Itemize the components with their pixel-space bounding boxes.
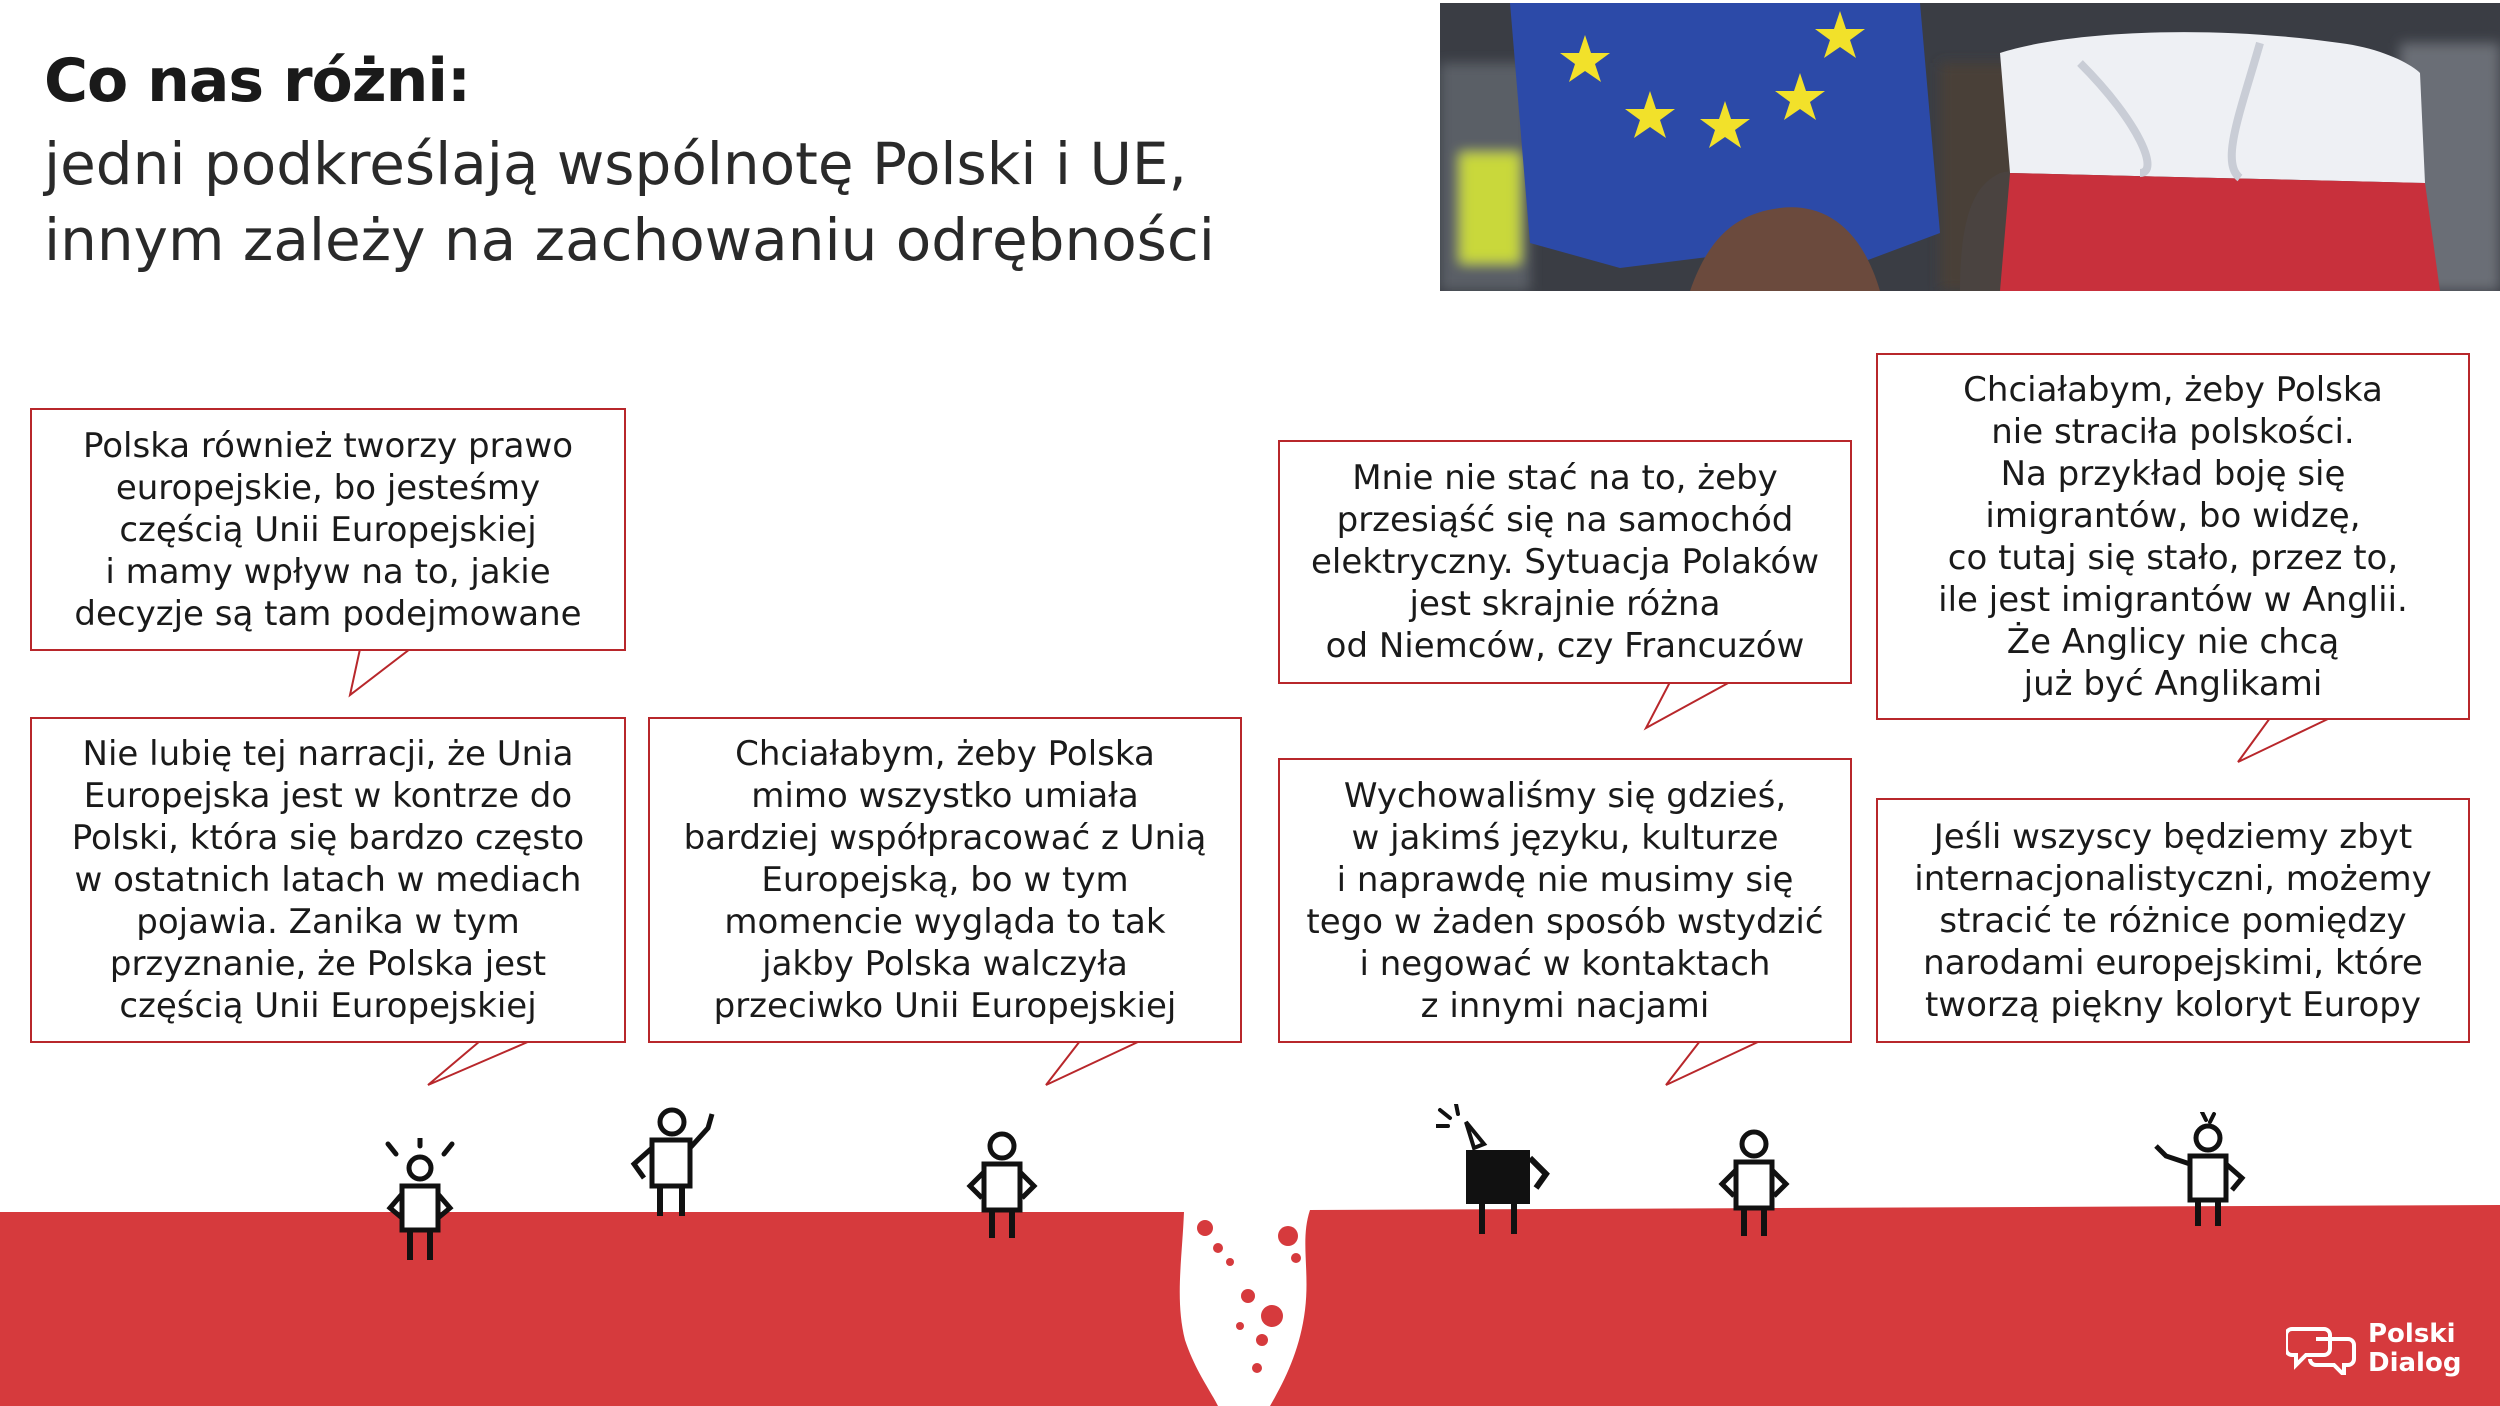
quote-text: Chciałabym, żeby Polska mimo wszystko umiała bardziej współpracować z Unią Europejską, bo w tym momencie wygląda to tak jakby Polska walczyła przeciwko Unii Europejskiej	[683, 734, 1207, 1026]
quote-bubble	[30, 717, 626, 1043]
quote-text: Polska również tworzy prawo europejskie, bo jesteśmy częścią Unii Europejskiej i mamy wpływ na to, jakie decyzje są tam podejmowane	[74, 425, 582, 634]
quote-bubble	[1278, 758, 1852, 1043]
quote-bubble	[30, 408, 626, 651]
polski-dialog-logo	[2286, 1320, 2461, 1378]
quote-text: Jeśli wszyscy będziemy zbyt internacjonalistyczni, możemy stracić te różnice pomiędzy narodami europejskimi, które tworzą piękny koloryt Europy	[1914, 816, 2432, 1025]
speech-bubbles-icon	[2286, 1323, 2356, 1375]
person-figure-icon	[624, 1104, 720, 1224]
quote-bubble	[1278, 440, 1852, 684]
page-subtitle: jedni podkreślają wspólnotę Polski i UE, innym zależy na zachowaniu odrębności	[44, 130, 1215, 274]
quote-bubble	[1876, 353, 2470, 720]
page-title: Co nas różni:	[44, 46, 470, 116]
person-figure-icon	[2152, 1112, 2256, 1230]
person-figure-icon	[1436, 1104, 1556, 1238]
person-figure-icon	[962, 1130, 1042, 1242]
quote-text: Nie lubię tej narracji, że Unia Europejska jest w kontrze do Polski, która się bardzo często w ostatnich latach w mediach pojawia. Zanika w tym przyznanie, że Polska jest częścią Unii Europejskiej	[71, 734, 585, 1026]
quote-text: Mnie nie stać na to, żeby przesiąść się na samochód elektryczny. Sytuacja Polaków jest skrajnie różna od Niemców, czy Francuzów	[1310, 458, 1820, 666]
person-figure-icon	[1714, 1128, 1794, 1240]
quote-bubble	[1876, 798, 2470, 1043]
logo-text: Polski Dialog	[2368, 1319, 2462, 1378]
quote-text: Chciałabym, żeby Polska nie straciła polskości. Na przykład boję się imigrantów, bo widzę, co tutaj się stało, przez to, ile jest imigrantów w Anglii. Że Anglicy nie chcą już być Anglikami	[1938, 369, 2408, 704]
quote-bubble	[648, 717, 1242, 1043]
quote-text: Wychowaliśmy się gdzieś, w jakimś języku, kulturze i naprawdę nie musimy się tego w żaden sposób wstydzić i negować w kontaktach z innymi nacjami	[1306, 775, 1824, 1026]
person-figure-icon	[380, 1138, 460, 1268]
